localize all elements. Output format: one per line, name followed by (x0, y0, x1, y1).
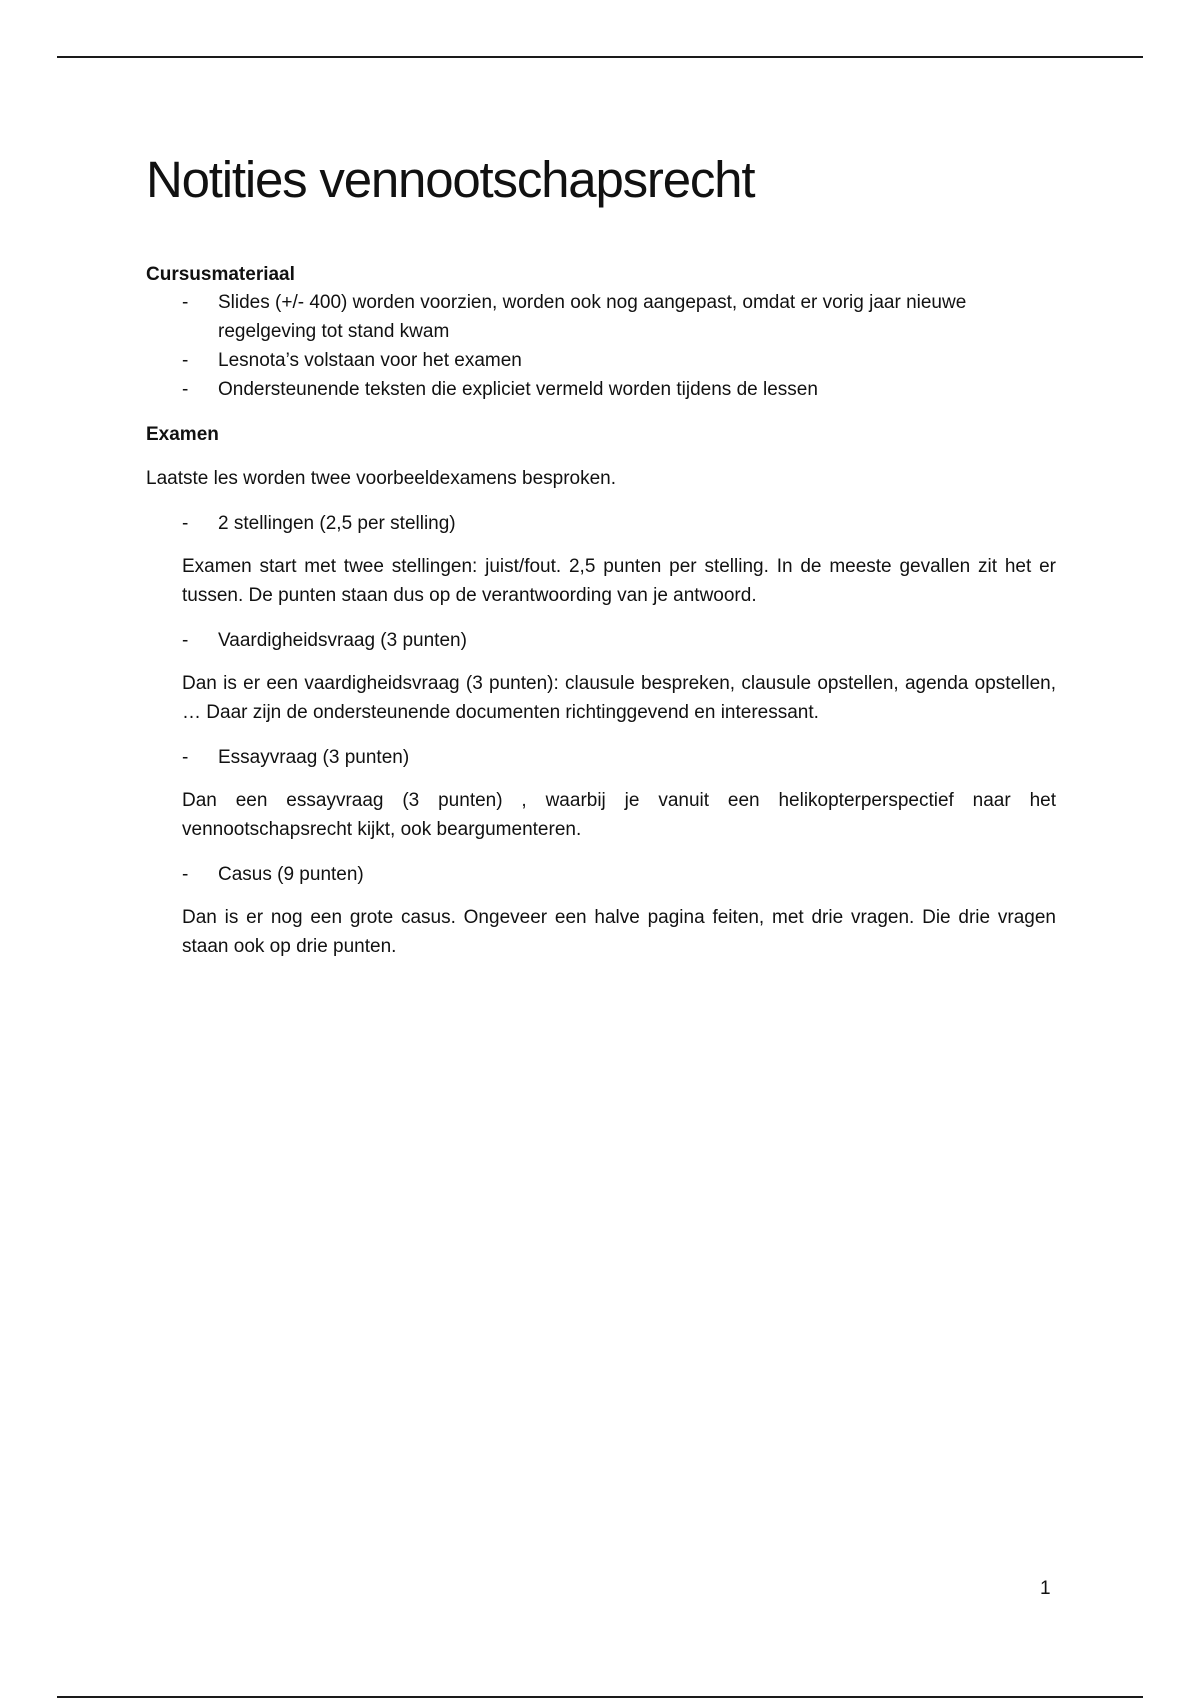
exam-part-label-text: Casus (9 punten) (218, 864, 364, 885)
course-material-list (146, 288, 1056, 404)
footer-rule (57, 1696, 1143, 1698)
bullet-dash: - (182, 379, 189, 400)
exam-intro: Laatste les worden twee voorbeeldexamens besproken. (146, 468, 617, 489)
list-item-text: Lesnota’s volstaan voor het examen (218, 350, 522, 371)
exam-part-description: Dan een essayvraag (3 punten) , waarbij je vanuit een helikopterperspectief naar het vennootschapsrecht kijkt, ook beargumenteren. (182, 790, 1056, 840)
page-number: 1 (1040, 1578, 1051, 1599)
list-item-text: Ondersteunende teksten die expliciet vermeld worden tijdens de lessen (218, 379, 818, 400)
exam-part (146, 509, 1056, 610)
exam-part-label (146, 860, 1056, 889)
list-item (146, 346, 1056, 375)
exam-part (146, 626, 1056, 727)
list-item (146, 288, 1056, 346)
exam-part-list (146, 860, 1056, 889)
exam-part-label-text: 2 stellingen (2,5 per stelling) (218, 513, 456, 534)
exam-part-label-text: Vaardigheidsvraag (3 punten) (218, 630, 467, 651)
list-item-text: Slides (+/- 400) worden voorzien, worden ook nog aangepast, omdat er vorig jaar nieuwe regelgeving tot stand kwam (218, 292, 967, 342)
exam-part-list (146, 509, 1056, 538)
bullet-dash: - (182, 747, 189, 768)
header-rule (57, 56, 1143, 58)
exam-part-list (146, 626, 1056, 655)
exam-part (146, 860, 1056, 961)
section-heading-course-material: Cursusmateriaal (146, 264, 295, 285)
page-content (146, 145, 1056, 961)
exam-part-description: Dan is er een vaardigheidsvraag (3 punten): clausule bespreken, clausule opstellen, agenda opstellen, … Daar zijn de ondersteunende documenten richtinggevend en interessant. (182, 673, 1056, 723)
exam-part (146, 743, 1056, 844)
list-item (146, 375, 1056, 404)
exam-part-description: Examen start met twee stellingen: juist/fout. 2,5 punten per stelling. In de meeste gevallen zit het er tussen. De punten staan dus op de verantwoording van je antwoord. (182, 556, 1056, 606)
exam-part-label (146, 743, 1056, 772)
bullet-dash: - (182, 513, 189, 534)
section-heading-exam: Examen (146, 424, 219, 445)
bullet-dash: - (182, 630, 189, 651)
exam-part-description: Dan is er nog een grote casus. Ongeveer een halve pagina feiten, met drie vragen. Die drie vragen staan ook op drie punten. (182, 907, 1056, 957)
exam-part-label-text: Essayvraag (3 punten) (218, 747, 410, 768)
exam-part-label (146, 509, 1056, 538)
document-title: Notities vennootschapsrecht (146, 151, 755, 208)
bullet-dash: - (182, 292, 189, 313)
bullet-dash: - (182, 350, 189, 371)
exam-part-label (146, 626, 1056, 655)
bullet-dash: - (182, 864, 189, 885)
exam-part-list (146, 743, 1056, 772)
